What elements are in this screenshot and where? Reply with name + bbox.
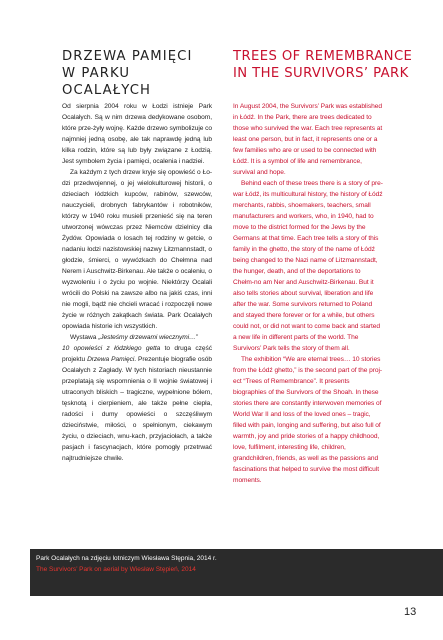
caption-polish: Park Ocalałych na zdjęciu lotniczym Wiesława Stępnia, 2014 r. <box>36 555 217 562</box>
polish-p3-rest: . Prezentuje biografie osób Ocalałych z Zagłady. W tych historiach nieustannie przeplatają się wspomnienia o II wojnie światowej i utraconych bliskich – tragiczne, wypełnione bólem, tęsknotą i cierpieniem, ale także pełne ciepła, radości i dumy opowieści o szczęśliwym dzieciństwie, miłości, o spełnionym, ciekawym życiu, o dzieciach, wnu-kach, przyjaciołach, a także pasjach i fascynacjach, które pomogły przetrwać najtrudniejsze chwile. <box>62 356 213 462</box>
english-paragraph-1: In August 2004, the Survivors’ Park was established in Łódź. In the Park, there are trees dedicated to those who survived the war. Each tree represents at least one person, but in fact, it represents one or a few families who are or used to be connected with Łódź. It is a symbol of life and remembrance, survival and hope. <box>233 103 383 176</box>
caption-english: The Survivors’ Park on aerial by Wiesław Stępień, 2014 <box>36 566 196 573</box>
polish-paragraph-3 <box>62 332 212 464</box>
title-english-line-2: IN THE SURVIVORS’ PARK <box>233 66 409 81</box>
title-english-line-1: TREES OF REMEMBRANCE <box>233 49 413 64</box>
polish-paragraph-2 <box>62 167 212 332</box>
polish-text-column <box>62 101 212 464</box>
english-paragraph-3: The exhibition “We are eternal trees… 10 stories from the Łódź ghetto,” is the second part of the proj-ect “Trees of Remembrance”. It presents biographies of the Survivors of the Shoah. In these stories there are constantly interwoven memories of World War II and loss of the loved ones – tragic, filled with pain, longing and suffering, but also full of warmth, joy and pride stories of a happy childhood, love, fulfilment, interesting life, children, grandchildren, friends, as well as the passions and fascinations that helped to survive the most difficult moments. <box>233 356 383 484</box>
english-text-column <box>233 101 383 486</box>
polish-p3-mid: to druga część projektu <box>62 345 212 363</box>
polish-p3-lead: Wystawa <box>70 334 99 341</box>
english-paragraph-2: Behind each of these trees there is a story of pre-war Łódź, its multicultural history, the history of Łódź merchants, rabbis, shoemakers, teachers, small manufacturers and workers, who, in 1940, had to move to the district formed for the Jews by the Germans at that time. Each tree tells a story of this family in the ghetto, the story of the name of Łódź being changed to the Nazi name of Litzmannstadt, the hunger, death, and of the deportations to Chełm-no am Ner and Auschwitz-Birkenau. But it also tells stories about survival, liberation and life after the war. Some survivors returned to Poland and stayed there forever or for a while, but others could not, or did not want to come back and started a new life in different parts of the world. The Survivors’ Park tells the story of them all. <box>233 180 383 352</box>
polish-paragraph-1: Od sierpnia 2004 roku w Łodzi istnieje Park Ocalałych. Są w nim drzewa dedykowane osobom, które prze-żyły wojnę. Każde drzewo symbolizuje co najmniej jedną osobę, ale tak naprawdę jedną lub kilka rodzin, które są lub były związane z Łodzią. Jest symbolem życia i pamięci, ocalenia i nadziei. <box>62 103 212 165</box>
title-polish <box>62 48 222 99</box>
polish-p3-quote: „Jesteśmy drzewami wiecznymi…” <box>98 334 198 341</box>
polish-paragraph-2-text: Za każdym z tych drzew kryje się opowieść o Ło-dzi przedwojennej, o jej wielokulturowej historii, o dzieciach łódzkich kupców, rabinów, szewców, nauczycieli, drobnych fabrykantów i robotników, którzy w 1940 roku musieli przenieść się na teren utworzonej wówczas przez Niemców dzielnicy dla Żydów. Opowiada o losach tej rodziny w getcie, o nadaniu łodzi nazistowskiej nazwy Litzmannstadt, o głodzie, śmierci, o wywózkach do Chełmna nad Nerem i Auschwitz-Birkenau. Ale także o ocaleniu, o wyzwoleniu i o życiu po wojnie. Niektórzy Ocalali wrócili do Polski na zawsze albo na jakiś czas, inni nie mogli, bądź nie chcieli wracać i rozpoczęli nowe życie w różnych zakątkach świata. Park Ocalałych opowiada historie ich wszystkich. <box>62 169 212 330</box>
polish-p3-series: 10 opowieści z łódzkiego getta <box>62 345 161 352</box>
polish-p3-project: Drzewa Pamięci <box>87 356 135 363</box>
title-english <box>233 48 413 82</box>
title-polish-line-1: DRZEWA PAMIĘCI <box>62 49 193 64</box>
page-number: 13 <box>404 606 417 618</box>
title-polish-line-2: W PARKU OCALAŁYCH <box>62 66 152 98</box>
